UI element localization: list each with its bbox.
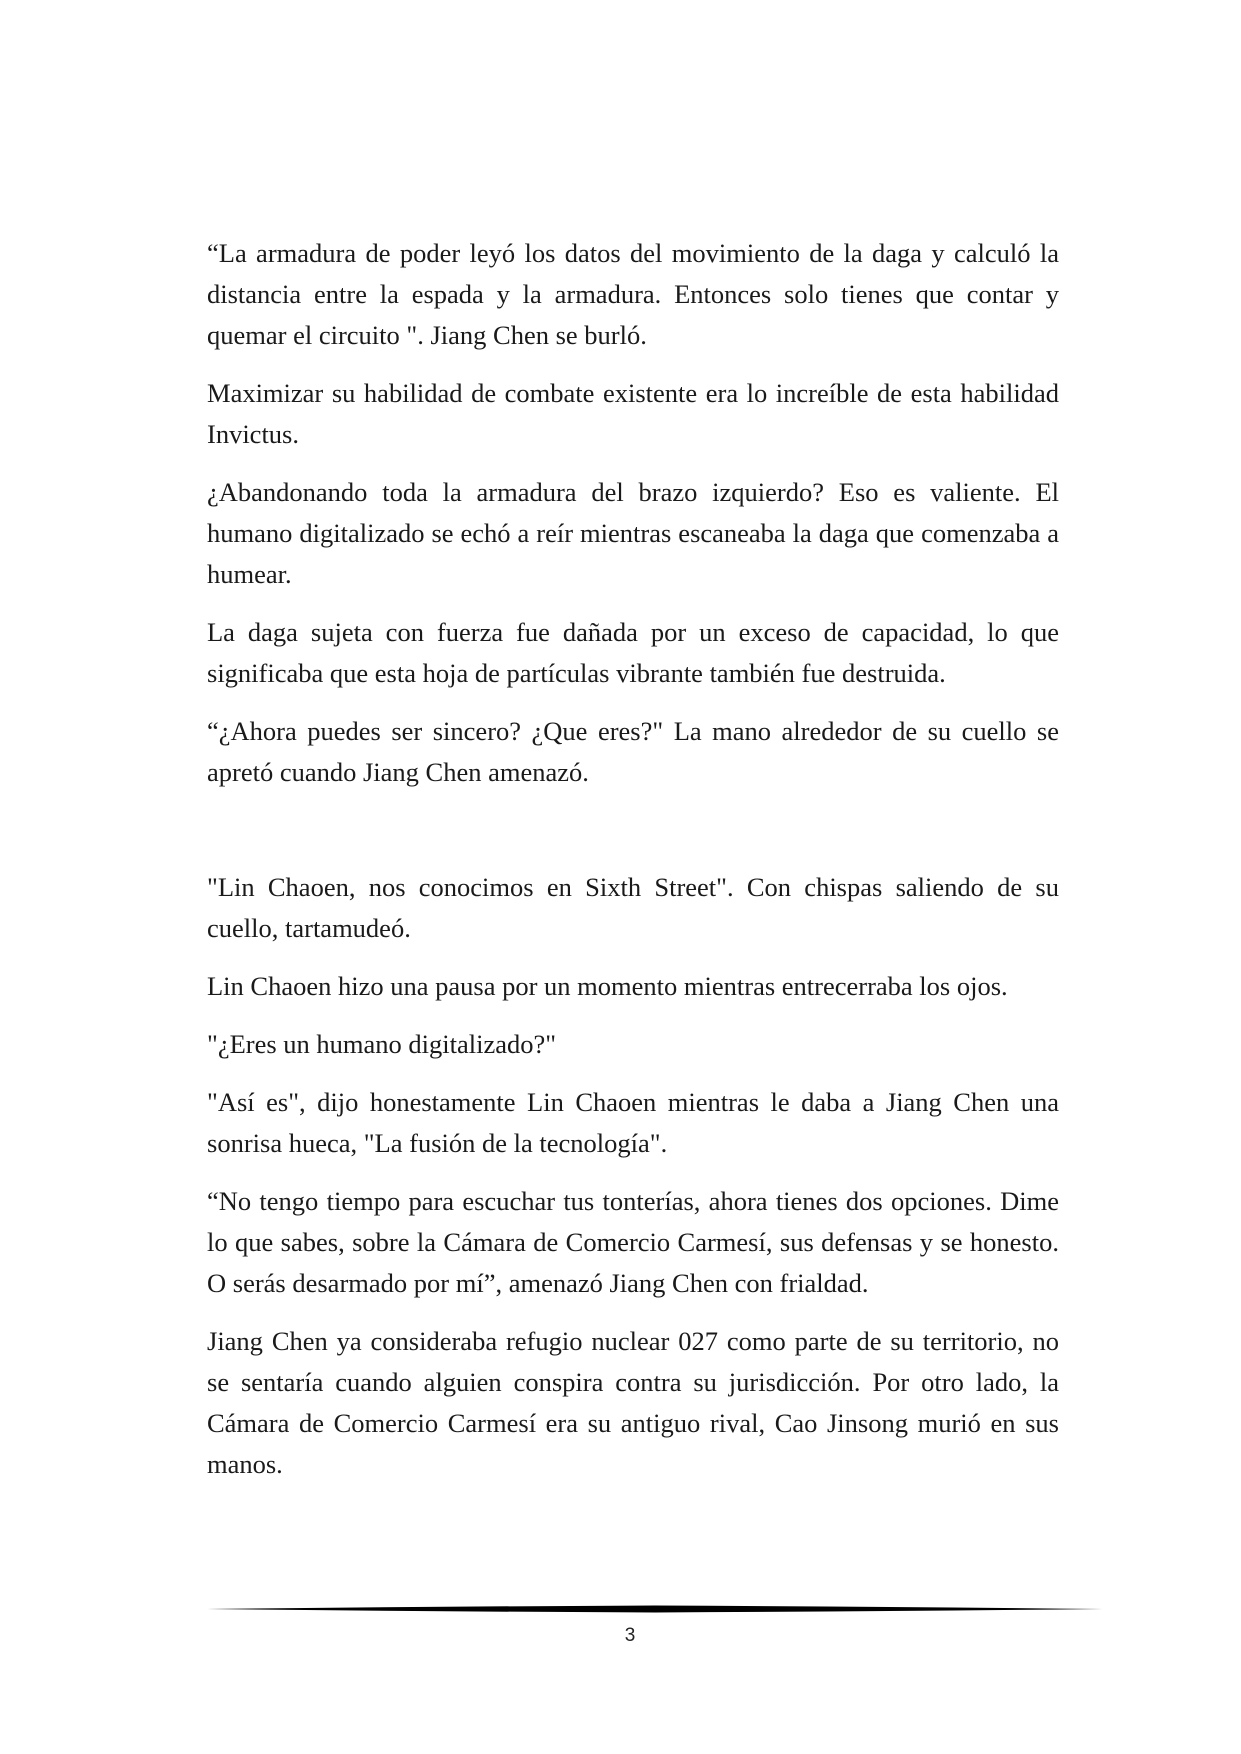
footer-divider — [207, 1605, 1103, 1613]
paragraph: "Lin Chaoen, nos conocimos en Sixth Street". Con chispas saliendo de su cuello, tartamudeó. — [207, 872, 1059, 943]
paragraph: “La armadura de poder leyó los datos del movimiento de la daga y calculó la distancia entre la espada y la armadura. Entonces solo tienes que contar y quemar el circuito ". Jiang Chen se burló. — [207, 238, 1059, 350]
page-number: 3 — [624, 1625, 636, 1646]
text-block-first — [207, 233, 1059, 810]
paragraph: Maximizar su habilidad de combate existente era lo increíble de esta habilidad Invictus. — [207, 378, 1059, 449]
paragraph: "¿Eres un humano digitalizado?" — [207, 1029, 557, 1059]
paragraph: Lin Chaoen hizo una pausa por un momento mientras entrecerraba los ojos. — [207, 971, 1008, 1001]
text-block-second — [207, 867, 1059, 1502]
paragraph: La daga sujeta con fuerza fue dañada por un exceso de capacidad, lo que significaba que esta hoja de partículas vibrante también fue destruida. — [207, 617, 1059, 688]
paragraph: ¿Abandonando toda la armadura del brazo izquierdo? Eso es valiente. El humano digitalizado se echó a reír mientras escaneaba la daga que comenzaba a humear. — [207, 477, 1059, 589]
paragraph: “¿Ahora puedes ser sincero? ¿Que eres?" La mano alrededor de su cuello se apretó cuando Jiang Chen amenazó. — [207, 716, 1059, 787]
paragraph: "Así es", dijo honestamente Lin Chaoen mientras le daba a Jiang Chen una sonrisa hueca, "La fusión de la tecnología". — [207, 1087, 1059, 1158]
paragraph: Jiang Chen ya consideraba refugio nuclear 027 como parte de su territorio, no se sentaría cuando alguien conspira contra su jurisdicción. Por otro lado, la Cámara de Comercio Carmesí era su antiguo rival, Cao Jinsong murió en sus manos. — [207, 1326, 1059, 1479]
paragraph: “No tengo tiempo para escuchar tus tonterías, ahora tienes dos opciones. Dime lo que sabes, sobre la Cámara de Comercio Carmesí, sus defensas y se honesto. O serás desarmado por mí”, amenazó Jiang Chen con frialdad. — [207, 1186, 1059, 1298]
